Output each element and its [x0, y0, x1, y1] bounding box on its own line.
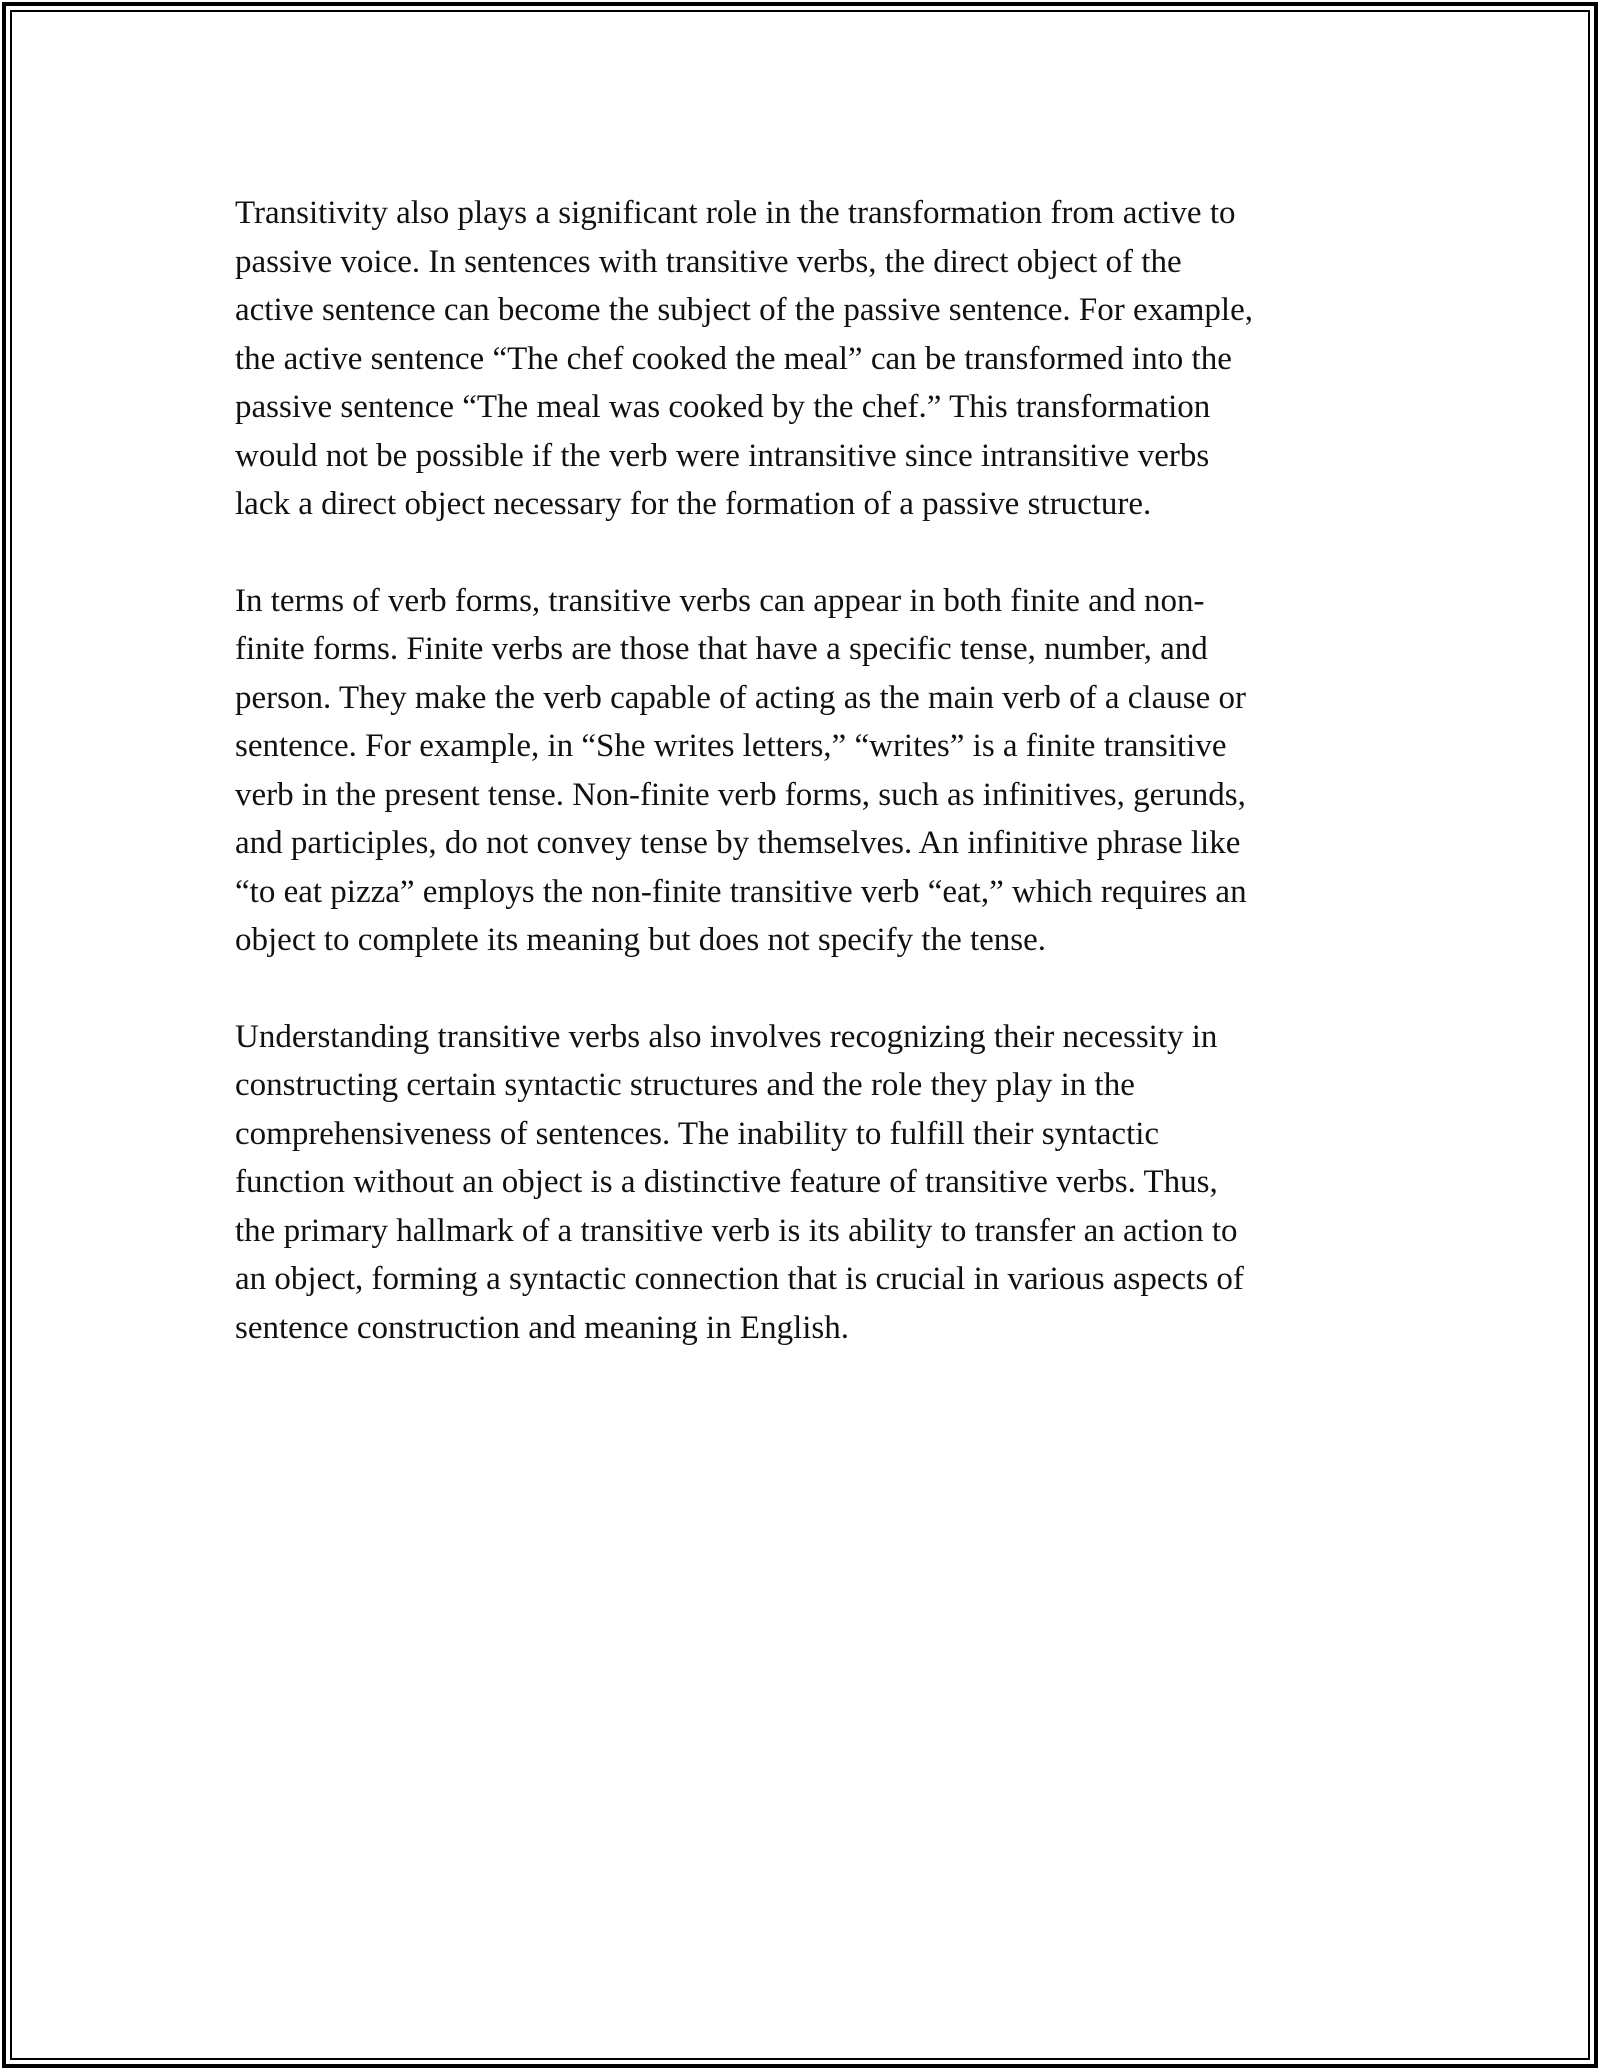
text-line: “to eat pizza” employs the non-finite transitive verb “eat,” which requires an: [235, 873, 1247, 910]
text-line: active sentence can become the subject of the passive sentence. For example,: [235, 292, 1253, 328]
text-line: constructing certain syntactic structures and the role they play in the: [235, 1067, 1135, 1103]
text-line: would not be possible if the verb were intransitive since intransitive verbs: [235, 437, 1210, 474]
text-line: passive voice. In sentences with transitive verbs, the direct object of the: [235, 243, 1182, 280]
paragraph-passive-voice: [235, 189, 1375, 529]
paragraph-verb-forms: [235, 577, 1375, 965]
text-line: Transitivity also plays a significant role in the transformation from active to: [235, 195, 1236, 231]
text-line: comprehensiveness of sentences. The inability to fulfill their syntactic: [235, 1115, 1160, 1152]
paragraph-understanding-transitive-verbs: [235, 1013, 1375, 1353]
text-line: passive sentence “The meal was cooked by the chef.” This transformation: [235, 389, 1211, 425]
text-line: finite forms. Finite verbs are those that have a specific tense, number, and: [235, 631, 1208, 667]
text-line: In terms of verb forms, transitive verbs can appear in both finite and non-: [235, 582, 1205, 619]
text-line: object to complete its meaning but does not specify the tense.: [235, 922, 1047, 958]
document-body: [235, 189, 1375, 1400]
text-line: sentence construction and meaning in English.: [235, 1309, 850, 1346]
text-line: an object, forming a syntactic connection that is crucial in various aspects of: [235, 1261, 1244, 1297]
text-line: sentence. For example, in “She writes letters,” “writes” is a finite transitive: [235, 728, 1227, 764]
text-line: person. They make the verb capable of acting as the main verb of a clause or: [235, 679, 1246, 716]
text-line: function without an object is a distinctive feature of transitive verbs. Thus,: [235, 1164, 1218, 1200]
text-line: the active sentence “The chef cooked the meal” can be transformed into the: [235, 340, 1232, 377]
text-line: lack a direct object necessary for the formation of a passive structure.: [235, 486, 1152, 522]
text-line: verb in the present tense. Non-finite verb forms, such as infinitives, gerunds,: [235, 776, 1246, 813]
text-line: the primary hallmark of a transitive verb is its ability to transfer an action to: [235, 1212, 1238, 1249]
text-line: Understanding transitive verbs also involves recognizing their necessity in: [235, 1018, 1218, 1055]
text-line: and participles, do not convey tense by themselves. An infinitive phrase like: [235, 825, 1241, 861]
